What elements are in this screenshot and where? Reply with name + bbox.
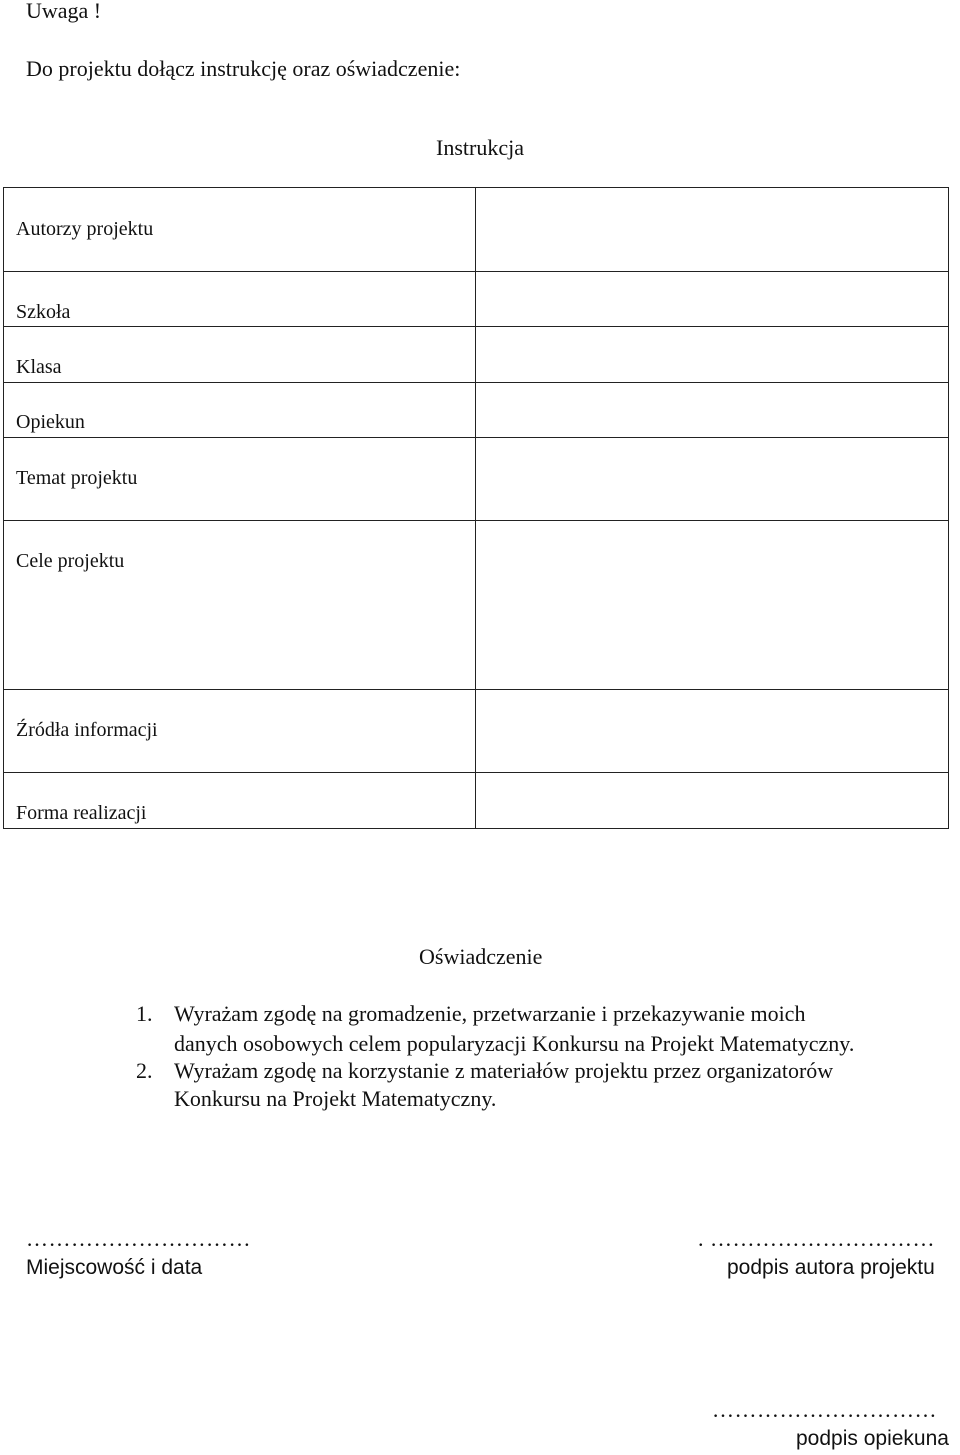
author-signature-line: . ………………………… (698, 1226, 935, 1251)
table-border-bottom (3, 828, 949, 829)
supervisor-field[interactable] (476, 382, 949, 437)
goals-field[interactable] (476, 520, 949, 689)
authors-field[interactable] (476, 187, 949, 271)
guardian-signature-label: podpis opiekuna (796, 1427, 949, 1450)
row-label: Temat projektu (16, 467, 138, 489)
table-row (3, 437, 949, 520)
table-row (3, 326, 949, 382)
place-date-label: Miejscowość i data (26, 1256, 203, 1279)
list-item-text: Konkursu na Projekt Matematyczny. (174, 1086, 497, 1111)
row-label: Forma realizacji (16, 802, 147, 824)
realization-form-field[interactable] (476, 772, 949, 828)
instructions-note: Do projektu dołącz instrukcję oraz oświadczenie: (26, 56, 461, 81)
guardian-signature-line: ………………………… (712, 1397, 937, 1422)
warning-heading: Uwaga ! (26, 0, 102, 23)
table-row (3, 382, 949, 437)
sources-field[interactable] (476, 689, 949, 772)
list-item-number: 1. (136, 1001, 153, 1026)
row-label: Klasa (16, 356, 62, 378)
list-item-text: Wyrażam zgodę na gromadzenie, przetwarzanie i przekazywanie moich (174, 1001, 806, 1026)
list-item-text: danych osobowych celem popularyzacji Konkursu na Projekt Matematyczny. (174, 1031, 855, 1056)
topic-field[interactable] (476, 437, 949, 520)
table-row (3, 187, 949, 271)
row-label: Opiekun (16, 411, 85, 433)
instruction-title: Instrukcja (436, 135, 524, 160)
author-signature-label: podpis autora projektu (727, 1256, 935, 1279)
instruction-form-table (3, 187, 949, 829)
class-field[interactable] (476, 326, 949, 382)
declaration-title: Oświadczenie (419, 944, 543, 969)
table-row (3, 689, 949, 772)
table-row (3, 271, 949, 326)
row-label: Autorzy projektu (16, 218, 154, 240)
row-label: Źródła informacji (16, 719, 158, 741)
place-date-signature-line: ………………………… (26, 1226, 251, 1251)
row-label: Szkoła (16, 301, 71, 323)
list-item-number: 2. (136, 1058, 153, 1083)
table-row (3, 520, 949, 689)
row-label: Cele projektu (16, 550, 125, 572)
list-item-text: Wyrażam zgodę na korzystanie z materiałów projektu przez organizatorów (174, 1058, 834, 1083)
school-field[interactable] (476, 271, 949, 326)
table-row (3, 772, 949, 828)
